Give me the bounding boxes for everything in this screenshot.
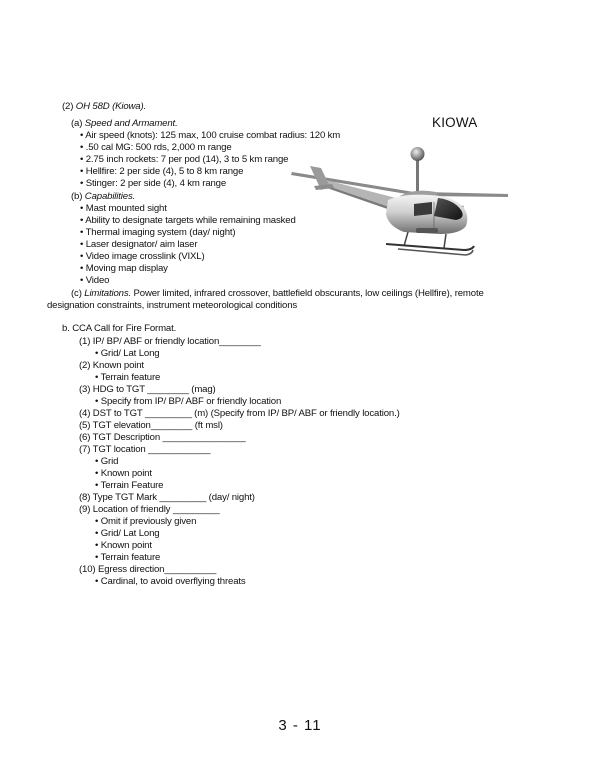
list-item: • Omit if previously given xyxy=(95,516,197,527)
list-item: • Terrain Feature xyxy=(95,480,164,491)
list-item: • Known point xyxy=(95,540,152,551)
list-item: • Video xyxy=(80,275,110,286)
page-number: 3 - 11 xyxy=(278,717,322,734)
limitations-paragraph-cont: designation constraints, instrument meteorological conditions xyxy=(47,300,298,311)
list-item: • Video image crosslink (VIXL) xyxy=(80,251,205,262)
list-item: • Moving map display xyxy=(80,263,168,274)
cca-item-4: (4) DST to TGT _________ (m) (Specify from IP/ BP/ ABF or friendly location.) xyxy=(79,408,400,419)
list-item: • Grid xyxy=(95,456,119,467)
list-item: • Grid/ Lat Long xyxy=(95,348,160,359)
cca-heading: b. CCA Call for Fire Format. xyxy=(62,323,177,334)
list-item: • Terrain feature xyxy=(95,372,161,383)
cca-item-2: (2) Known point xyxy=(79,360,144,371)
list-item: • Stinger: 2 per side (4), 4 km range xyxy=(80,178,227,189)
list-item: • 2.75 inch rockets: 7 per pod (14), 3 to 5 km range xyxy=(80,154,289,165)
list-item: • Thermal imaging system (day/ night) xyxy=(80,227,236,238)
cca-item-1: (1) IP/ BP/ ABF or friendly location________ xyxy=(79,336,261,347)
list-item: • Cardinal, to avoid overflying threats xyxy=(95,576,246,587)
cca-item-6: (6) TGT Description ________________ xyxy=(79,432,246,443)
limitations-paragraph: (c) Limitations. Power limited, infrared crossover, battlefield obscurants, low ceilings (Hellfire), remote xyxy=(71,288,484,299)
helicopter-icon xyxy=(288,140,510,258)
cca-item-5: (5) TGT elevation________ (ft msl) xyxy=(79,420,223,431)
list-item: • Air speed (knots): 125 max, 100 cruise combat radius: 120 km xyxy=(80,130,341,141)
list-item: • Known point xyxy=(95,468,152,479)
subsection-heading-speed: (a) Speed and Armament. xyxy=(71,118,178,129)
section-heading-kiowa xyxy=(62,101,146,113)
list-item: • Grid/ Lat Long xyxy=(95,528,160,539)
cca-item-3: (3) HDG to TGT ________ (mag) xyxy=(79,384,216,395)
aircraft-label: KIOWA xyxy=(432,115,478,130)
section-title: OH 58D (Kiowa). xyxy=(75,101,147,112)
list-item: • Mast mounted sight xyxy=(80,203,167,214)
list-item: • Specify from IP/ BP/ ABF or friendly location xyxy=(95,396,282,407)
cca-item-7: (7) TGT location ____________ xyxy=(79,444,211,455)
list-item: • Laser designator/ aim laser xyxy=(80,239,198,250)
subsection-heading-capabilities: (b) Capabilities. xyxy=(71,191,136,202)
cca-item-9: (9) Location of friendly _________ xyxy=(79,504,220,515)
list-item: • Hellfire: 2 per side (4), 5 to 8 km range xyxy=(80,166,244,177)
section-number: (2) xyxy=(62,101,74,112)
cca-item-8: (8) Type TGT Mark _________ (day/ night) xyxy=(79,492,255,503)
list-item: • Terrain feature xyxy=(95,552,161,563)
list-item: • Ability to designate targets while remaining masked xyxy=(80,215,296,226)
cca-item-10: (10) Egress direction__________ xyxy=(79,564,217,575)
list-item: • .50 cal MG: 500 rds, 2,000 m range xyxy=(80,142,232,153)
